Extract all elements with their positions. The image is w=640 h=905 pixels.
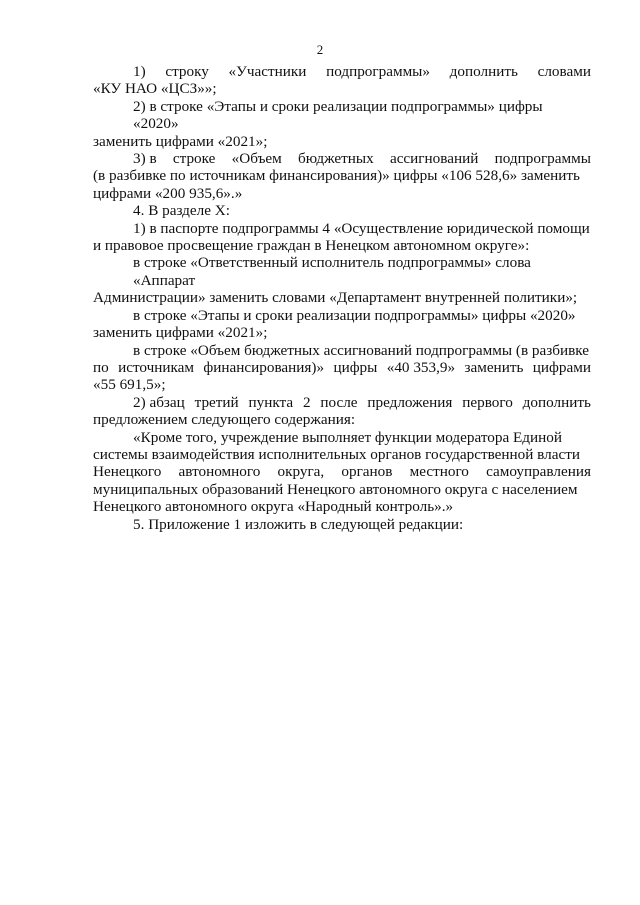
text-line: «КУ НАО «ЦСЗ»»; bbox=[93, 80, 217, 98]
word: по bbox=[93, 358, 109, 376]
word: местного bbox=[409, 463, 469, 481]
word: самоуправления bbox=[486, 463, 591, 481]
word: бюджетных bbox=[298, 150, 374, 168]
word: 3) в bbox=[133, 150, 157, 168]
word: «Участники bbox=[228, 63, 307, 80]
text-line: «Кроме того, учреждение выполняет функции модератора Единой bbox=[133, 428, 562, 446]
word: 2) абзац bbox=[133, 393, 185, 411]
word: цифры bbox=[333, 358, 378, 376]
text-line bbox=[93, 359, 591, 376]
word: строке bbox=[172, 150, 216, 168]
text-line: 4. В разделе X: bbox=[133, 202, 230, 220]
text-line: 5. Приложение 1 изложить в следующей редакции: bbox=[133, 515, 464, 533]
word: заменить bbox=[464, 358, 524, 376]
word: органов bbox=[341, 463, 393, 481]
word: ассигнований bbox=[389, 150, 479, 168]
word: автономного bbox=[178, 463, 261, 481]
text-line: заменить цифрами «2021»; bbox=[93, 324, 268, 342]
word: словами bbox=[537, 63, 591, 80]
paragraph bbox=[93, 202, 591, 219]
word: «Объем bbox=[231, 150, 282, 168]
text-line bbox=[93, 394, 591, 411]
text-line: системы взаимодействия исполнительных органов государственной власти bbox=[93, 445, 580, 463]
text-line: в строке «Объем бюджетных ассигнований подпрограммы (в разбивке bbox=[133, 341, 590, 359]
text-line: Ненецкого автономного округа «Народный контроль».» bbox=[93, 498, 454, 516]
paragraph bbox=[93, 254, 591, 306]
text-line: Администрации» заменить словами «Департамент внутренней политики»; bbox=[93, 289, 578, 307]
text-line: «55 691,5»; bbox=[93, 376, 166, 394]
paragraph bbox=[93, 516, 591, 533]
text-line: 1) в паспорте подпрограммы 4 «Осуществление юридической помощи bbox=[133, 219, 590, 237]
text-line: и правовое просвещение граждан в Ненецком автономном округе»: bbox=[93, 237, 530, 255]
text-line: (в разбивке по источникам финансирования)» цифры «106 528,6» заменить bbox=[93, 167, 580, 185]
document-body bbox=[93, 63, 591, 533]
word: дополнить bbox=[522, 393, 591, 411]
paragraph bbox=[93, 150, 591, 202]
text-line: 2) в строке «Этапы и сроки реализации подпрограммы» цифры «2020» bbox=[133, 97, 543, 133]
paragraph bbox=[93, 429, 591, 516]
paragraph bbox=[93, 342, 591, 394]
word: пункта bbox=[248, 393, 294, 411]
word: строку bbox=[165, 63, 209, 80]
word: подпрограммы» bbox=[326, 63, 430, 80]
text-line: заменить цифрами «2021»; bbox=[93, 132, 268, 150]
word: цифрами bbox=[532, 358, 591, 376]
word: финансирования)» bbox=[203, 358, 325, 376]
paragraph bbox=[93, 394, 591, 429]
paragraph bbox=[93, 307, 591, 342]
word: третий bbox=[194, 393, 239, 411]
word: источникам bbox=[118, 358, 195, 376]
text-line: в строке «Этапы и сроки реализации подпрограммы» цифры «2020» bbox=[133, 306, 576, 324]
text-line: в строке «Ответственный исполнитель подпрограммы» слова «Аппарат bbox=[133, 254, 531, 289]
word: 2 bbox=[302, 393, 311, 411]
text-line: предложением следующего содержания: bbox=[93, 411, 356, 429]
word: 1) bbox=[133, 63, 146, 80]
word: после bbox=[320, 393, 358, 411]
word: округа, bbox=[277, 463, 325, 481]
text-line bbox=[93, 463, 591, 480]
paragraph bbox=[93, 220, 591, 255]
word: «40 353,9» bbox=[386, 358, 456, 376]
word: дополнить bbox=[449, 63, 518, 80]
word: подпрограммы bbox=[494, 150, 591, 168]
text-line bbox=[93, 63, 591, 80]
paragraph bbox=[93, 98, 591, 150]
word: первого bbox=[462, 393, 513, 411]
paragraph bbox=[93, 63, 591, 98]
word: предложения bbox=[367, 393, 453, 411]
page-number: 2 bbox=[316, 42, 324, 57]
word: Ненецкого bbox=[93, 463, 162, 481]
text-line: цифрами «200 935,6».» bbox=[93, 184, 243, 202]
text-line bbox=[93, 150, 591, 167]
text-line: муниципальных образований Ненецкого автономного округа с населением bbox=[93, 480, 578, 498]
